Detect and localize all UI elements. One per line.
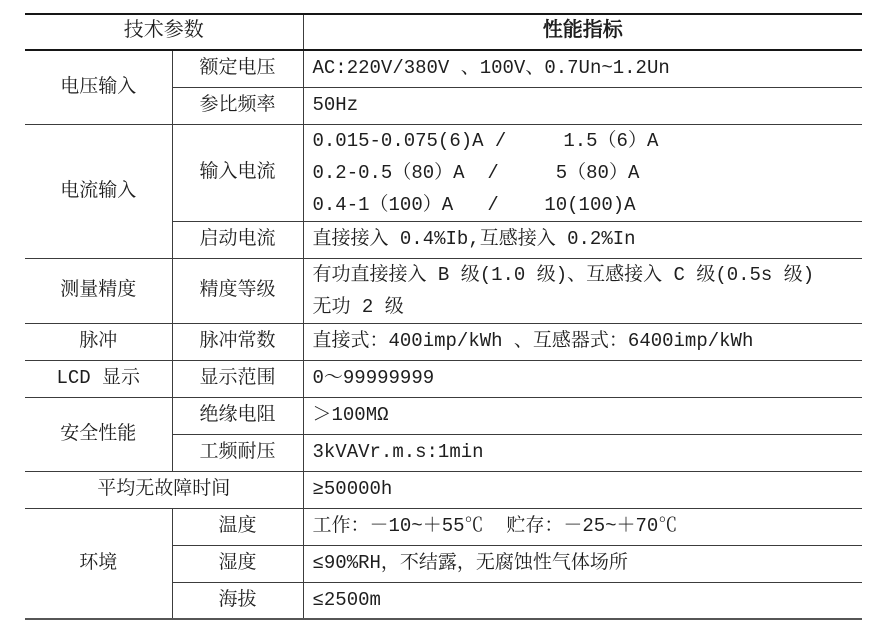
value-cell [303,360,862,397]
category-cell-mtbf: 平均无故障时间 [97,478,231,501]
param-cell: 海拔 [172,582,303,619]
param-cell: 参比频率 [172,87,303,124]
value-line: 3kVAVr.m.s:1min [312,441,484,464]
value-line: 0～99999999 [312,367,435,390]
value-cell [303,87,862,124]
table-row [25,397,862,434]
value-line: 直接式：400imp/kWh 、互感器式：6400imp/kWh [312,330,754,353]
header-technical-params: 技术参数 [123,20,204,43]
param-cell: 绝缘电阻 [172,397,303,434]
table-row [25,360,862,397]
value-cell [303,397,862,434]
value-line: 有功直接接入 B 级(1.0 级)、互感接入 C 级(0.5s 级) [312,263,815,286]
value-line: ＞100MΩ [312,404,389,427]
category-cell-current-input: 电流输入 [60,179,137,202]
value-cell [303,508,862,545]
value-line: 50Hz [312,94,359,117]
param-cell: 启动电流 [172,221,303,258]
value-cell [303,50,862,87]
category-cell-environment: 环境 [79,551,118,574]
value-line: 直接接入 0.4%Ib,互感接入 0.2%In [312,228,636,251]
spec-table [25,13,862,620]
header-row [25,14,862,50]
value-line: ≥50000h [312,478,393,501]
value-cell [303,124,862,221]
value-cell [303,471,862,508]
value-line: 0.2-0.5（80）A / 5（80）A [312,161,640,184]
category-cell-voltage-input: 电压输入 [60,75,137,98]
header-performance-index: 性能指标 [303,14,862,50]
param-cell: 额定电压 [172,50,303,87]
category-cell-safety: 安全性能 [60,422,137,445]
param-cell: 湿度 [172,545,303,582]
value-line: AC:220V/380V 、100V、0.7Un~1.2Un [312,57,670,80]
value-line: 0.015-0.075(6)A / 1.5（6）A [312,129,659,152]
table-row [25,323,862,360]
category-cell-pulse: 脉冲 [79,330,118,353]
value-cell [303,582,862,619]
value-cell [303,221,862,258]
param-cell: 工频耐压 [172,434,303,471]
value-line: 0.4-1（100）A / 10(100)A [312,193,636,216]
param-cell: 显示范围 [172,360,303,397]
value-cell [303,323,862,360]
value-cell [303,258,862,323]
value-cell [303,545,862,582]
category-cell-lcd: LCD 显示 [56,367,141,390]
value-line: 工作：－10~＋55℃ 贮存：－25~＋70℃ [312,515,678,538]
category-cell-accuracy: 测量精度 [60,279,137,302]
table-row [25,50,862,87]
param-cell: 脉冲常数 [172,323,303,360]
table-row [25,258,862,323]
value-line: 无功 2 级 [312,295,404,318]
param-cell: 温度 [172,508,303,545]
table-row [25,124,862,221]
table-row [25,508,862,545]
table-row [25,471,862,508]
value-line: ≤90%RH，不结露，无腐蚀性气体场所 [312,552,628,575]
param-cell: 输入电流 [172,124,303,221]
param-cell: 精度等级 [172,258,303,323]
value-line: ≤2500m [312,588,381,611]
value-cell [303,434,862,471]
